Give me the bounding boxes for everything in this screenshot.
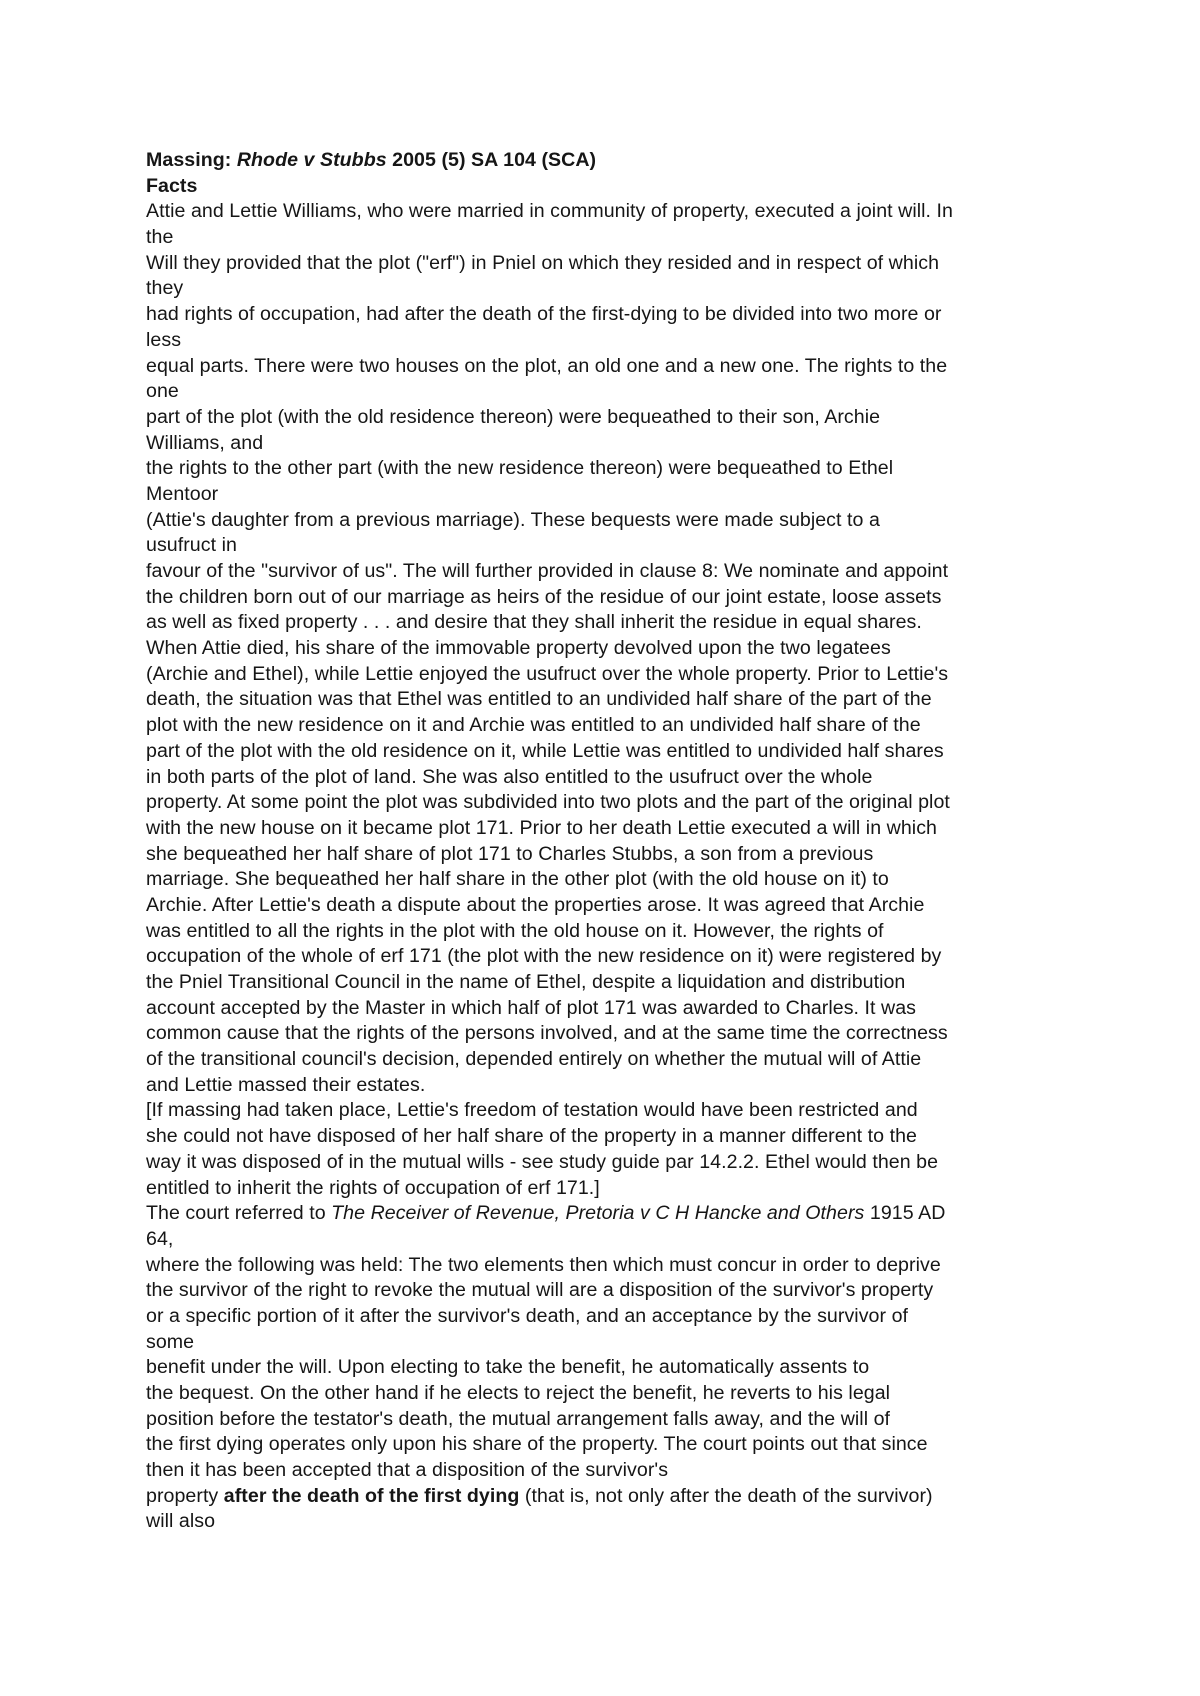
text-line: usufruct in	[146, 534, 237, 557]
text-line: as well as fixed property . . . and desire that they shall inherit the residue in equal shares.	[146, 611, 922, 634]
heading-case-name: Rhode v Stubbs	[236, 149, 387, 171]
text-line: entitled to inherit the rights of occupation of erf 171.]	[146, 1176, 600, 1199]
body-paragraph-continued	[146, 1227, 1146, 1484]
text-line: Williams, and	[146, 431, 264, 454]
heading-prefix: Massing:	[146, 149, 237, 171]
court-ref-case-name: The Receiver of Revenue, Pretoria v C H Hancke and Others	[331, 1202, 865, 1225]
text-line: marriage. She bequeathed her half share in the other plot (with the old house on it) to	[146, 868, 889, 891]
body-paragraph	[146, 199, 1146, 1201]
text-line: the bequest. On the other hand if he elects to reject the benefit, he reverts to his legal	[146, 1382, 891, 1404]
text-line: common cause that the rights of the persons involved, and at the same time the correctness	[146, 1022, 948, 1045]
court-ref-suffix: 1915 AD	[864, 1202, 946, 1225]
text-line: equal parts. There were two houses on the plot, an old one and a new one. The rights to the	[146, 354, 948, 377]
text-line: and Lettie massed their estates.	[146, 1073, 426, 1096]
text-line: in both parts of the plot of land. She was also entitled to the usufruct over the whole	[146, 765, 873, 788]
text-line: then it has been accepted that a disposition of the survivor's	[146, 1459, 669, 1482]
final-line	[146, 1484, 1146, 1510]
text-line: occupation of the whole of erf 171 (the plot with the new residence on it) were registered by	[146, 945, 942, 968]
text-line: property. At some point the plot was subdivided into two plots and the part of the original plot	[146, 791, 950, 814]
text-line: the survivor of the right to revoke the mutual will are a disposition of the survivor's property	[146, 1279, 934, 1302]
text-line: was entitled to all the rights in the plot with the old house on it. However, the rights of	[146, 919, 884, 942]
heading-citation: 2005 (5) SA 104 (SCA)	[386, 149, 597, 171]
text-line: or a specific portion of it after the survivor's death, and an acceptance by the survivor of	[146, 1304, 909, 1327]
text-line: position before the testator's death, the mutual arrangement falls away, and the will of	[146, 1407, 891, 1430]
document-body	[146, 148, 1146, 1535]
last-line: will also	[146, 1510, 216, 1533]
text-line: benefit under the will. Upon electing to take the benefit, he automatically assents to	[146, 1356, 870, 1379]
text-line: less	[146, 328, 182, 351]
text-line: [If massing had taken place, Lettie's freedom of testation would have been restricted and	[146, 1099, 918, 1122]
text-line: part of the plot (with the old residence thereon) were bequeathed to their son, Archie	[146, 405, 881, 428]
text-line: (Archie and Ethel), while Lettie enjoyed the usufruct over the whole property. Prior to Lettie's	[146, 662, 949, 685]
text-line: with the new house on it became plot 171. Prior to her death Lettie executed a will in which	[146, 816, 937, 839]
text-line: Archie. After Lettie's death a dispute about the properties arose. It was agreed that Archie	[146, 893, 925, 916]
court-reference-line	[146, 1201, 1146, 1227]
text-line: way it was disposed of in the mutual wills - see study guide par 14.2.2. Ethel would then be	[146, 1150, 939, 1173]
final-suffix: (that is, not only after the death of the survivor)	[519, 1484, 933, 1507]
court-ref-prefix: The court referred to	[146, 1202, 332, 1225]
text-line: one	[146, 380, 179, 403]
text-line: they	[146, 277, 184, 300]
text-line: the	[146, 226, 174, 249]
facts-heading: Facts	[146, 174, 198, 197]
text-line: the first dying operates only upon his share of the property. The court points out that since	[146, 1433, 928, 1456]
text-line: of the transitional council's decision, depended entirely on whether the mutual will of Attie	[146, 1048, 922, 1071]
text-line: account accepted by the Master in which half of plot 171 was awarded to Charles. It was	[146, 996, 917, 1019]
text-line: Will they provided that the plot ("erf") in Pniel on which they resided and in respect of which	[146, 251, 940, 274]
text-line: When Attie died, his share of the immovable property devolved upon the two legatees	[146, 637, 891, 660]
text-line: Attie and Lettie Williams, who were married in community of property, executed a joint will. In	[146, 200, 953, 223]
text-line: she bequeathed her half share of plot 171 to Charles Stubbs, a son from a previous	[146, 842, 874, 865]
text-line: the rights to the other part (with the new residence thereon) were bequeathed to Ethel	[146, 457, 894, 480]
text-line: the children born out of our marriage as heirs of the residue of our joint estate, loose assets	[146, 585, 942, 608]
text-line: favour of the "survivor of us". The will further provided in clause 8: We nominate and appoint	[146, 560, 949, 582]
text-line: Mentoor	[146, 482, 219, 505]
final-bold-phrase: after the death of the first dying	[223, 1484, 520, 1507]
final-prefix: property	[146, 1484, 224, 1507]
text-line: plot with the new residence on it and Archie was entitled to an undivided half share of the	[146, 714, 921, 737]
text-line: some	[146, 1330, 195, 1353]
text-line: death, the situation was that Ethel was entitled to an undivided half share of the part of the	[146, 688, 932, 711]
text-line: she could not have disposed of her half share of the property in a manner different to the	[146, 1125, 917, 1148]
text-line: part of the plot with the old residence on it, while Lettie was entitled to undivided half shares	[146, 739, 944, 762]
text-line: had rights of occupation, had after the death of the first-dying to be divided into two more or	[146, 303, 942, 326]
text-line: 64,	[146, 1227, 174, 1250]
text-line: the Pniel Transitional Council in the name of Ethel, despite a liquidation and distribution	[146, 971, 906, 993]
case-heading	[146, 148, 1146, 174]
text-line: (Attie's daughter from a previous marriage). These bequests were made subject to a	[146, 508, 880, 531]
text-line: where the following was held: The two elements then which must concur in order to deprive	[146, 1253, 941, 1276]
